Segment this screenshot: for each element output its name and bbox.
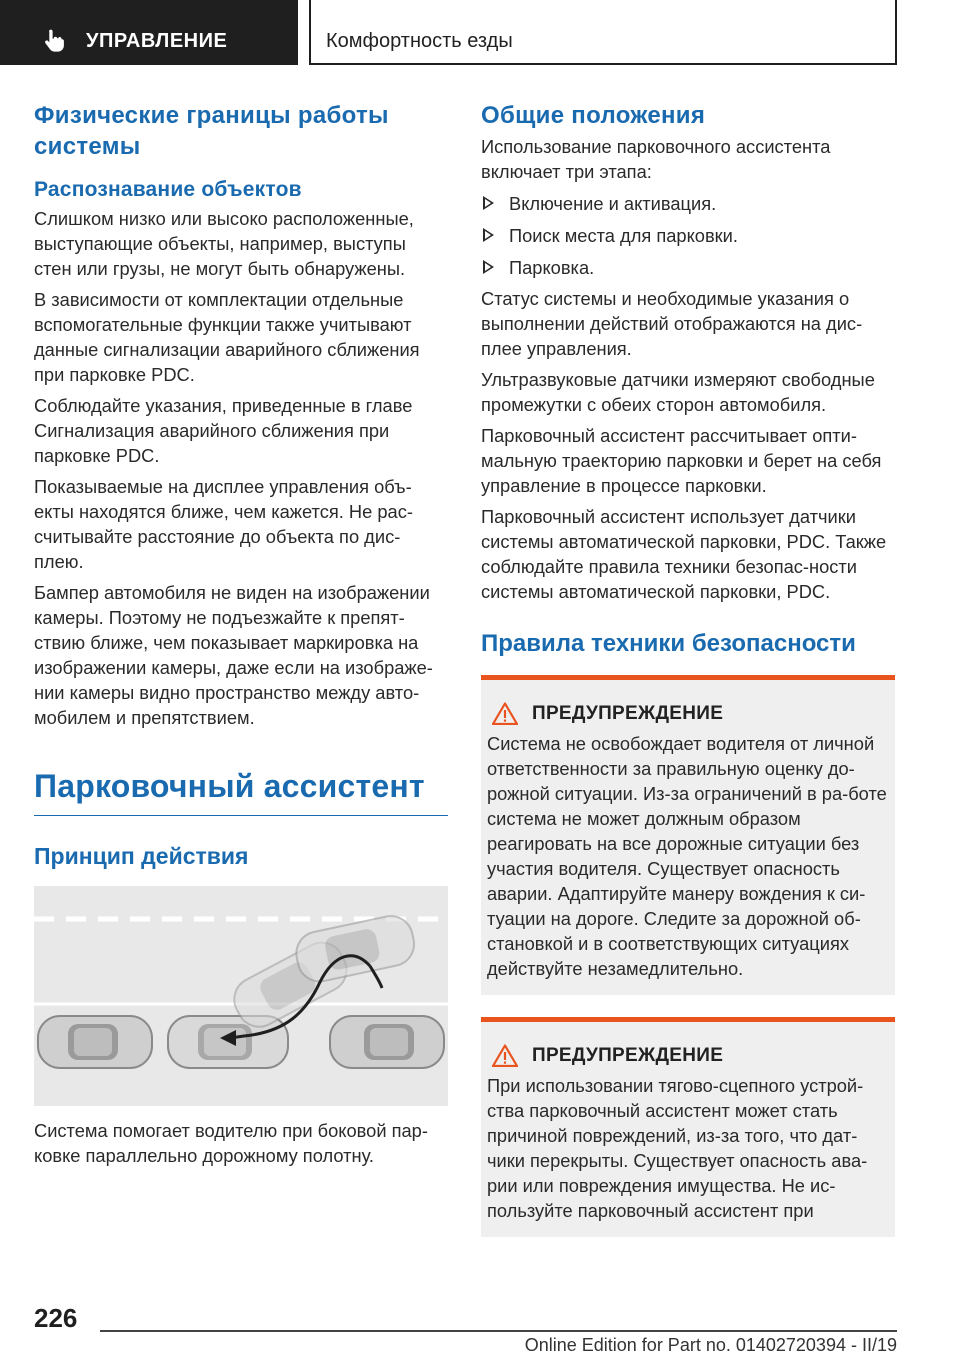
- header-section-title: УПРАВЛЕНИЕ: [86, 30, 228, 52]
- footer-edition: Online Edition for Part no. 01402720394 - II/19: [524, 1335, 897, 1355]
- list-item: Включение и активация.: [481, 191, 895, 216]
- header-topic-title: Комфортность езды: [326, 30, 513, 52]
- warning-box-1: [481, 675, 895, 995]
- paragraph-status: Статус системы и необходимые указания о выполнении действий отображаются на дис‐плее управления.: [481, 288, 863, 359]
- warning-triangle-icon: [492, 1044, 518, 1067]
- header-topic-tab: [311, 0, 897, 65]
- warning-box-2: [481, 1017, 895, 1237]
- paragraph-intro: Использование парковочного ассистента включает три этапа:: [481, 136, 831, 182]
- footer-divider: [100, 1330, 897, 1332]
- paragraph-trajectory: Парковочный ассистент рассчитывает опти‐мальную траекторию парковки и берет на себя управление в процессе парковки.: [481, 425, 882, 496]
- paragraph-sensors: Ультразвуковые датчики измеряют свободные промежутки с обеих сторон автомобиля.: [481, 369, 875, 415]
- figure-caption: Система помогает водителю при боковой пар‐ковке параллельно дорожному полотну.: [34, 1120, 428, 1166]
- list-item: Парковка.: [481, 255, 895, 280]
- list-item: Поиск места для парковки.: [481, 223, 895, 248]
- paragraph-bumper-camera: Бампер автомобиля не виден на изображении камеры. Поэтому не подъезжайте к препят‐ствию ближе, чем показывает маркировка на изображении камеры, даже если на изображе‐нии камеры видно пространство между авто‐мобилем и препятствием.: [34, 582, 433, 728]
- parked-car-left: [38, 1016, 152, 1068]
- heading-general: Общие положения: [481, 102, 706, 129]
- parking-illustration-svg: [34, 886, 448, 1106]
- triangle-bullet-icon: [483, 196, 494, 210]
- left-column: [34, 100, 448, 1168]
- hand-pointer-icon: [40, 28, 66, 54]
- parking-illustration: [34, 886, 448, 1106]
- steps-list: [481, 191, 895, 280]
- heading-safety: Правила техники безопасности: [481, 630, 856, 657]
- warning-title-2: ПРЕДУПРЕЖДЕНИЕ: [532, 1044, 724, 1066]
- paragraph-see-chapter: Соблюдайте указания, приведенные в главе Сигнализация аварийного сближения при парковке PDC.: [34, 395, 413, 466]
- warning-triangle-icon: [492, 702, 518, 725]
- heading-parking-assistant: Парковочный ассистент: [34, 766, 448, 816]
- heading-physical-limits: Физические границы работы системы: [34, 102, 389, 160]
- page-number: 226: [34, 1303, 78, 1333]
- paragraph-uses-sensors: Парковочный ассистент использует датчики системы автоматической парковки, PDC. Также соблюдайте правила техники безопас‐ности системы автоматической парковки, PDC.: [481, 506, 887, 602]
- paragraph-pdc-functions: В зависимости от комплектации отдельные вспомогательные функции также учитывают данные сигнализации аварийного сближения при парковке PDC.: [34, 289, 420, 385]
- triangle-bullet-icon: [483, 260, 494, 274]
- paragraph-undetected-objects: Слишком низко или высоко расположенные, выступающие объекты, например, выступы стен или грузы, не могут быть обнаружены.: [34, 208, 414, 279]
- warning-text-1: Система не освобождает водителя от личной ответственности за правильную оценку до‐рожной ситуации. Из-за ограничений в ра‐боте система не может должным образом реагировать на все дорожные ситуации без участия водителя. Существует опасность аварии. Адаптируйте манеру вождения к си‐туации на дороге. Следите за дорожной об‐становкой и в соответствующих ситуациях действуйте незамедлительно.: [487, 733, 887, 979]
- right-column: [481, 100, 895, 1237]
- header-section-tab: [0, 0, 298, 65]
- triangle-bullet-icon: [483, 228, 494, 242]
- warning-text-2: При использовании тягово-сцепного устрой‐ства парковочный ассистент может стать причиной повреждений, из-за того, что дат‐чики перекрыты. Существует опасность ава‐рии или повреждения имущества. Не ис‐пользуйте парковочный ассистент при: [487, 1075, 868, 1221]
- parked-car-right: [330, 1016, 444, 1068]
- heading-object-detection: Распознавание объектов: [34, 178, 302, 201]
- paragraph-display-objects: Показываемые на дисплее управления объ‐екты находятся ближе, чем кажется. Не рас‐считывайте расстояние до объекта по дис‐плею.: [34, 476, 413, 572]
- heading-principle: Принцип действия: [34, 843, 249, 869]
- warning-title-1: ПРЕДУПРЕЖДЕНИЕ: [532, 702, 724, 724]
